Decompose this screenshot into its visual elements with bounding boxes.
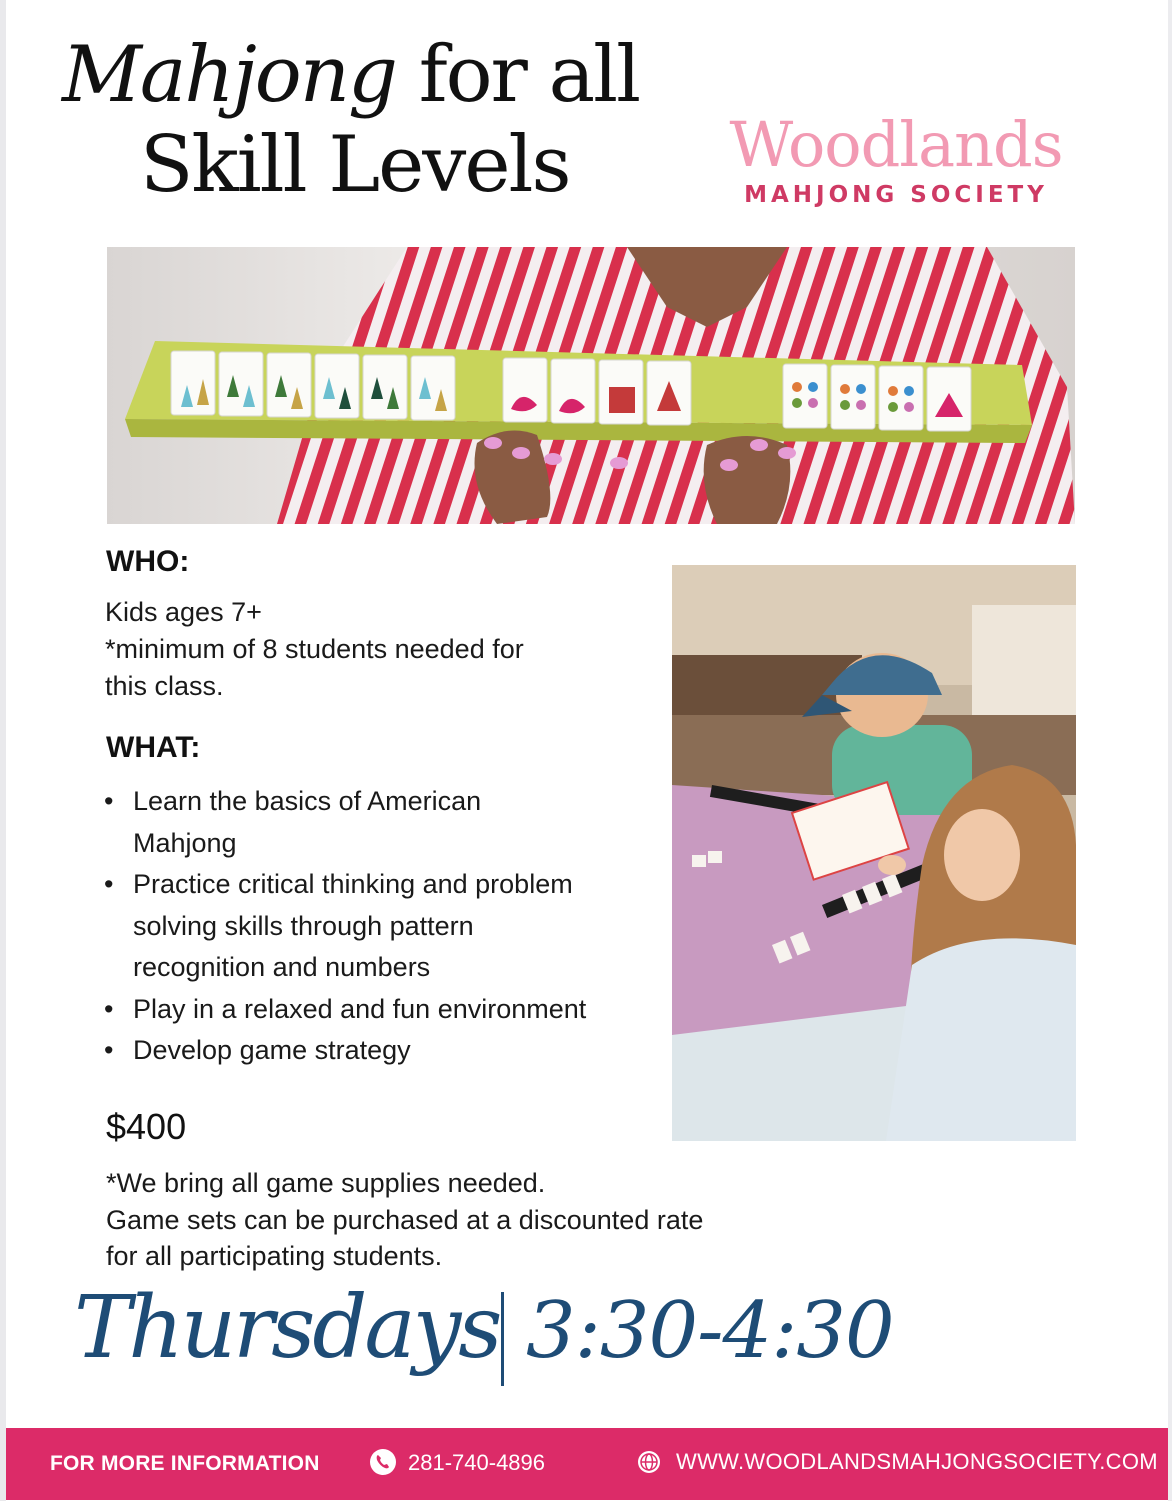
list-item-text: Practice critical thinking and problem xyxy=(133,869,573,899)
what-heading: WHAT: xyxy=(106,731,201,764)
page-title xyxy=(62,30,639,210)
list-item-text: Learn the basics of American xyxy=(133,786,482,816)
what-list xyxy=(104,781,674,1072)
list-item xyxy=(104,989,674,1031)
who-minimum: *minimum of 8 students needed for xyxy=(105,634,524,664)
list-item-text: recognition and numbers xyxy=(133,952,431,982)
footer-bar xyxy=(6,1428,1168,1500)
list-item xyxy=(104,781,674,864)
hero-photo-mahjong-rack xyxy=(107,247,1075,524)
list-item-text: Develop game strategy xyxy=(133,1035,411,1065)
footer-info-label: FOR MORE INFORMATION xyxy=(50,1452,320,1475)
price: $400 xyxy=(106,1106,187,1147)
footer-website-link[interactable]: WWW.WOODLANDSMAHJONGSOCIETY.COM xyxy=(676,1449,1158,1474)
list-item-text: Mahjong xyxy=(133,827,237,858)
phone-icon xyxy=(370,1449,396,1475)
footer-phone-link[interactable]: 281-740-4896 xyxy=(408,1450,546,1475)
page-edge-right xyxy=(1168,0,1172,1501)
title-line-2: Skill Levels xyxy=(140,120,570,210)
kids-playing-photo xyxy=(672,565,1076,1141)
schedule-divider xyxy=(501,1292,504,1386)
page-edge-left xyxy=(0,0,6,1501)
who-heading: WHO: xyxy=(106,545,190,578)
list-item xyxy=(104,1030,674,1072)
schedule-day: Thursdays xyxy=(74,1278,500,1378)
schedule-time: 3:30-4:30 xyxy=(526,1286,894,1376)
list-item xyxy=(104,864,674,989)
logo-brand: Woodlands xyxy=(729,108,1063,181)
note-line: Game sets can be purchased at a discounted rate xyxy=(106,1204,704,1235)
who-age: Kids ages 7+ xyxy=(105,597,262,627)
list-item-text: Play in a relaxed and fun environment xyxy=(133,993,587,1024)
note-line: for all participating students. xyxy=(106,1241,443,1271)
title-line-1-rest: for all xyxy=(418,30,640,120)
who-minimum-cont: this class. xyxy=(105,671,224,701)
globe-icon xyxy=(636,1449,662,1475)
society-logo xyxy=(716,108,1076,208)
note-line: *We bring all game supplies needed. xyxy=(106,1168,546,1198)
title-line-1 xyxy=(62,30,639,120)
logo-subtitle: MAHJONG SOCIETY xyxy=(744,182,1048,208)
supplies-note xyxy=(106,1165,846,1275)
list-item-text: solving skills through pattern xyxy=(133,910,474,941)
title-italic-word: Mahjong xyxy=(62,30,396,120)
